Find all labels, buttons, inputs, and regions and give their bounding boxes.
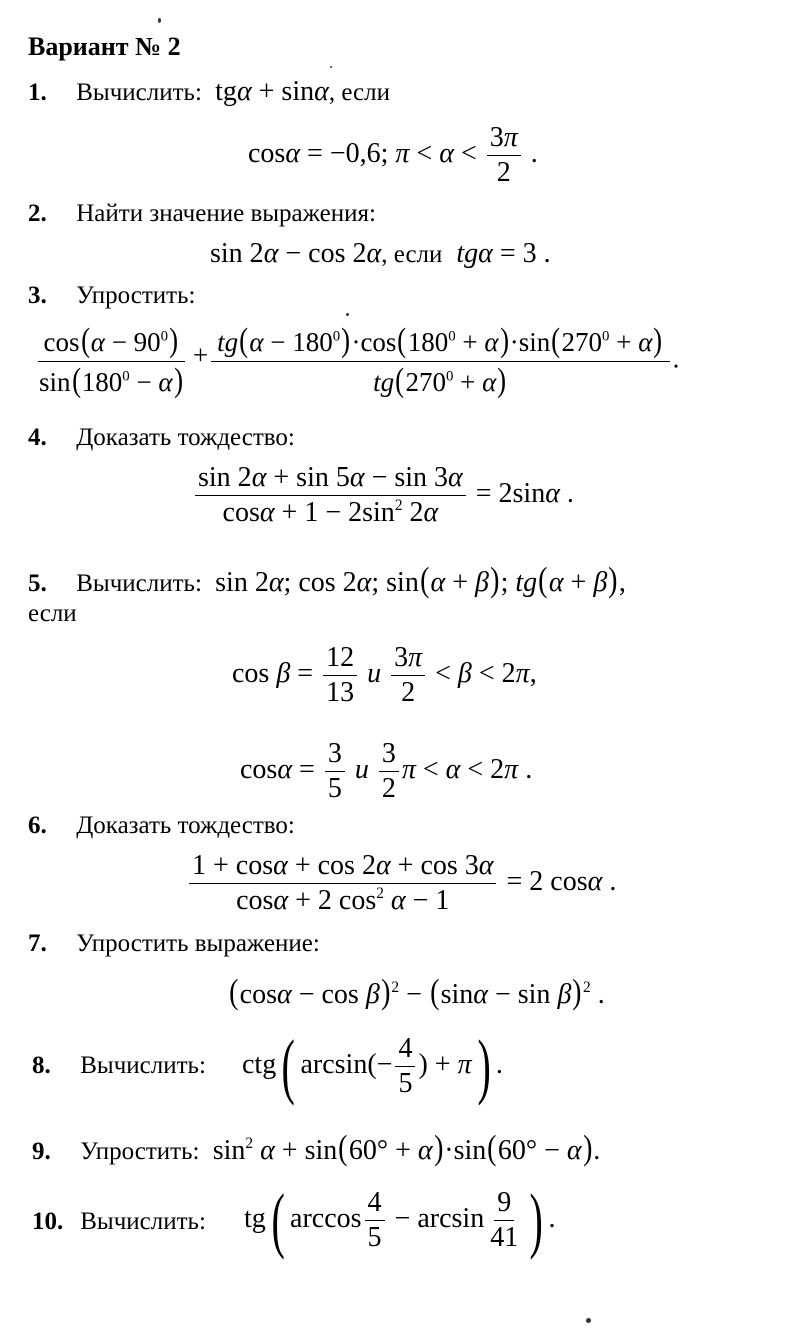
scan-speck <box>346 313 349 316</box>
problem-text: Упростить: <box>76 282 196 309</box>
fraction-3-2: $\frac{3}{2}$ <box>379 738 399 805</box>
problem-number: 9. <box>32 1138 51 1165</box>
problem-7 <box>28 930 320 958</box>
problem-8 <box>32 1052 206 1080</box>
problem-4-formula: $\frac{\sin 2\alpha + \sin 5\alpha - \sin 3\alpha}{\cos\alpha + 1 - 2\sin^2 2\alpha}$ = 2sinα . <box>192 462 574 529</box>
problem-9 <box>32 1128 600 1168</box>
fraction-9-41: $\frac{9}{41}$ <box>490 1186 519 1253</box>
if-word: если <box>28 600 77 627</box>
problem-number: 7. <box>28 930 47 957</box>
problem-number: 6. <box>28 812 47 839</box>
formula: tgα + sinα <box>208 76 329 107</box>
problem-4 <box>28 424 295 452</box>
scan-speck <box>586 1318 591 1323</box>
problem-number: 5. <box>28 570 47 597</box>
problem-10 <box>32 1208 206 1236</box>
problem-text: Упростить выражение: <box>76 930 320 957</box>
problem-1 <box>28 76 390 108</box>
problem-10-formula: tg( arccos $\frac{4}{5}$ − arcsin $\frac{9}{41}$ ) . <box>244 1179 556 1260</box>
problem-text: Найти значение выражения: <box>76 200 376 227</box>
problem-number: 2. <box>28 200 47 227</box>
problem-text: Доказать тождество: <box>76 424 295 451</box>
and-word: u <box>367 658 382 690</box>
if-word: , если <box>381 241 443 268</box>
scan-speck <box>158 18 161 23</box>
identity-fraction: $\frac{\sin 2\alpha + \sin 5\alpha - \sin 3\alpha}{\cos\alpha + 1 - 2\sin^2 2\alpha}$ <box>195 462 466 529</box>
fraction-3pi-over-2: $\frac{3\pi}{2}$ <box>391 642 425 709</box>
identity-fraction: $\frac{1 + \cos\alpha + \cos 2\alpha + \cos 3\alpha}{\cos\alpha + 2 \cos^2 \alpha - 1}$ <box>189 850 496 917</box>
problem-5-condition-beta: cos β = $\frac{12}{13}$ u $\frac{3\pi}{2}$ < β < 2π, <box>232 642 537 709</box>
problem-6 <box>28 812 295 840</box>
problem-6-formula: $\frac{1 + \cos\alpha + \cos 2\alpha + \cos 3\alpha}{\cos\alpha + 2 \cos^2 \alpha - 1}$ = 2 cosα . <box>186 850 616 917</box>
problem-number: 10. <box>32 1208 64 1235</box>
problem-number: 3. <box>28 282 47 309</box>
fraction-12-13: $\frac{12}{13}$ <box>323 642 357 709</box>
scan-speck <box>330 66 332 68</box>
problem-2-formula: sin 2α − cos 2α, если tgα = 3 . <box>210 238 551 269</box>
problem-number: 1. <box>28 79 47 106</box>
fraction-3-5: $\frac{3}{5}$ <box>325 738 345 805</box>
problem-3-formula: $\frac{\cos(\alpha - 90^0)}{\sin(180^0 - \alpha)}$ + $\frac{tg(\alpha - 180^0)\cdot\cos(180^0 + \alpha)\cdot\sin(270^0 + \alpha)}{tg(270^0 + \alpha)}$ . <box>30 322 679 401</box>
problem-1-condition: cosα = −0,6; π < α < $\frac{3\pi}{2}$ . <box>248 122 538 189</box>
problem-2 <box>28 200 376 228</box>
problem-5 <box>28 560 626 600</box>
variant-title: Вариант № 2 <box>28 32 181 61</box>
formula: $\sin^2 \alpha + \sin(60^\circ + \alpha)\cdot\sin(60^\circ - \alpha)$. <box>205 1128 601 1167</box>
and-word: u <box>354 754 369 786</box>
problem-text: Вычислить: <box>80 1052 206 1079</box>
problem-3 <box>28 282 195 310</box>
fraction-4-5: $\frac{4}{5}$ <box>365 1187 385 1254</box>
fraction-4-5: $\frac{4}{5}$ <box>395 1033 415 1100</box>
problem-text: Вычислить: <box>80 1208 206 1235</box>
problem-5-condition-alpha: cosα = $\frac{3}{5}$ u $\frac{3}{2}$ π < α < 2π . <box>240 738 533 805</box>
problem-7-formula: $(\cos\alpha - \cos \beta)^2 - (\sin\alpha - \sin \beta)^2$ . <box>229 972 605 1011</box>
problem-8-formula: ctg( arcsin(− $\frac{4}{5}$ ) + π) . <box>242 1025 503 1106</box>
problem-text: Вычислить: <box>76 570 202 597</box>
problem-text: Доказать тождество: <box>76 812 295 839</box>
fraction-left: $\frac{\cos(\alpha - 90^0)}{\sin(180^0 - \alpha)}$ <box>33 322 190 401</box>
problem-number: 8. <box>32 1052 51 1079</box>
problem-number: 4. <box>28 424 47 451</box>
fraction-right: $\frac{tg(\alpha - 180^0)\cdot\cos(180^0 + \alpha)\cdot\sin(270^0 + \alpha)}{tg(270^0 + \alpha)}$ <box>211 322 670 401</box>
if-word: , если <box>328 79 390 106</box>
problem-text: Вычислить: <box>76 79 202 106</box>
formula: sin 2α; cos 2α; sin(α + β); tg(α + β), <box>208 560 626 599</box>
fraction-3pi-over-2: $\frac{3\pi}{2}$ <box>487 122 521 189</box>
problem-text: Упростить: <box>80 1138 200 1165</box>
